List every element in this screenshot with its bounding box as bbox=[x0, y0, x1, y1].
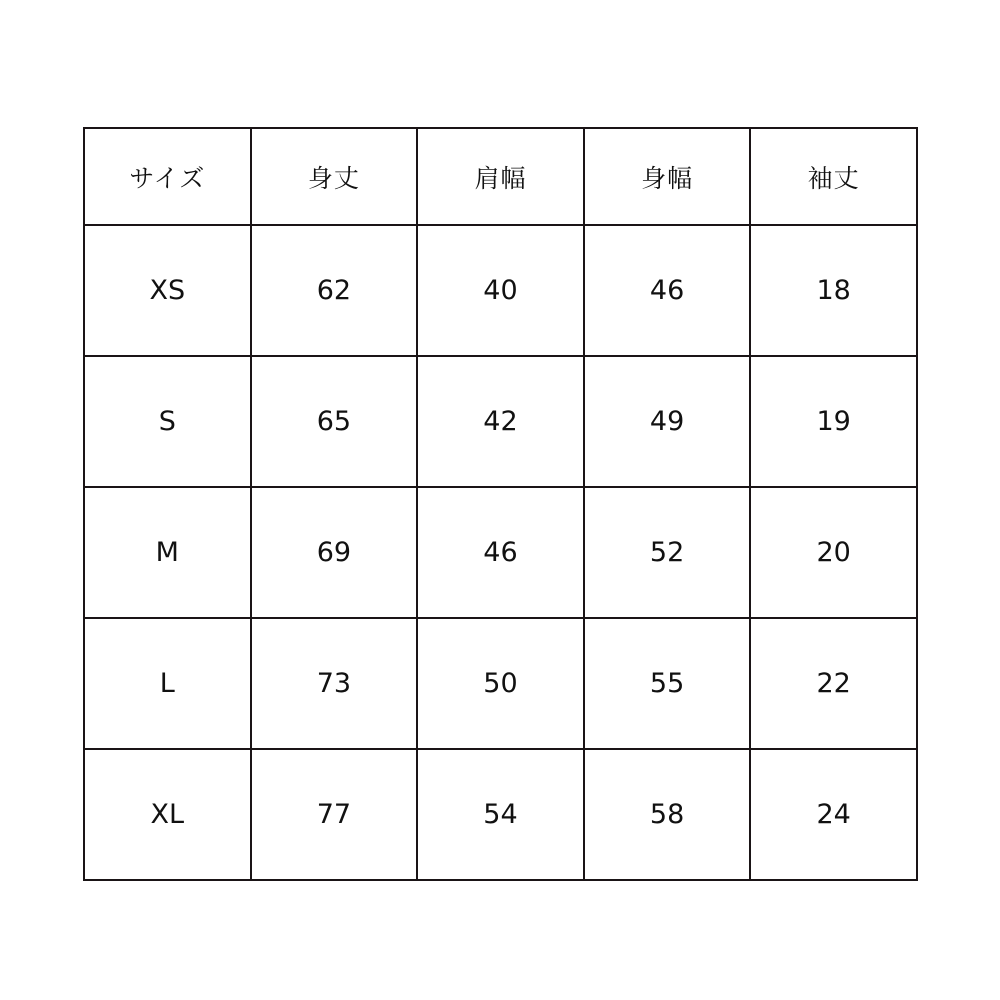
cell-sleeve-length: 22 bbox=[750, 618, 917, 749]
header-body-width: 身幅 bbox=[584, 128, 751, 225]
cell-body-width: 49 bbox=[584, 356, 751, 487]
table-body bbox=[84, 225, 917, 880]
cell-body-length: 62 bbox=[251, 225, 418, 356]
cell-shoulder-width: 46 bbox=[417, 487, 584, 618]
header-sleeve-length: 袖丈 bbox=[750, 128, 917, 225]
cell-shoulder-width: 54 bbox=[417, 749, 584, 880]
header-body-length: 身丈 bbox=[251, 128, 418, 225]
header-row bbox=[84, 128, 917, 225]
table-row bbox=[84, 356, 917, 487]
row-size-label: XL bbox=[84, 749, 251, 880]
cell-body-width: 46 bbox=[584, 225, 751, 356]
cell-sleeve-length: 24 bbox=[750, 749, 917, 880]
cell-shoulder-width: 50 bbox=[417, 618, 584, 749]
row-size-label: XS bbox=[84, 225, 251, 356]
cell-shoulder-width: 40 bbox=[417, 225, 584, 356]
cell-body-length: 73 bbox=[251, 618, 418, 749]
table-row bbox=[84, 749, 917, 880]
size-chart-table bbox=[83, 127, 918, 881]
cell-sleeve-length: 18 bbox=[750, 225, 917, 356]
row-size-label: M bbox=[84, 487, 251, 618]
header-size: サイズ bbox=[84, 128, 251, 225]
table-row bbox=[84, 618, 917, 749]
cell-body-width: 52 bbox=[584, 487, 751, 618]
cell-body-length: 77 bbox=[251, 749, 418, 880]
cell-sleeve-length: 20 bbox=[750, 487, 917, 618]
cell-body-width: 55 bbox=[584, 618, 751, 749]
row-size-label: S bbox=[84, 356, 251, 487]
table-header bbox=[84, 128, 917, 225]
cell-shoulder-width: 42 bbox=[417, 356, 584, 487]
cell-body-length: 65 bbox=[251, 356, 418, 487]
row-size-label: L bbox=[84, 618, 251, 749]
table-row bbox=[84, 487, 917, 618]
cell-sleeve-length: 19 bbox=[750, 356, 917, 487]
header-shoulder-width: 肩幅 bbox=[417, 128, 584, 225]
cell-body-length: 69 bbox=[251, 487, 418, 618]
cell-body-width: 58 bbox=[584, 749, 751, 880]
table-row bbox=[84, 225, 917, 356]
